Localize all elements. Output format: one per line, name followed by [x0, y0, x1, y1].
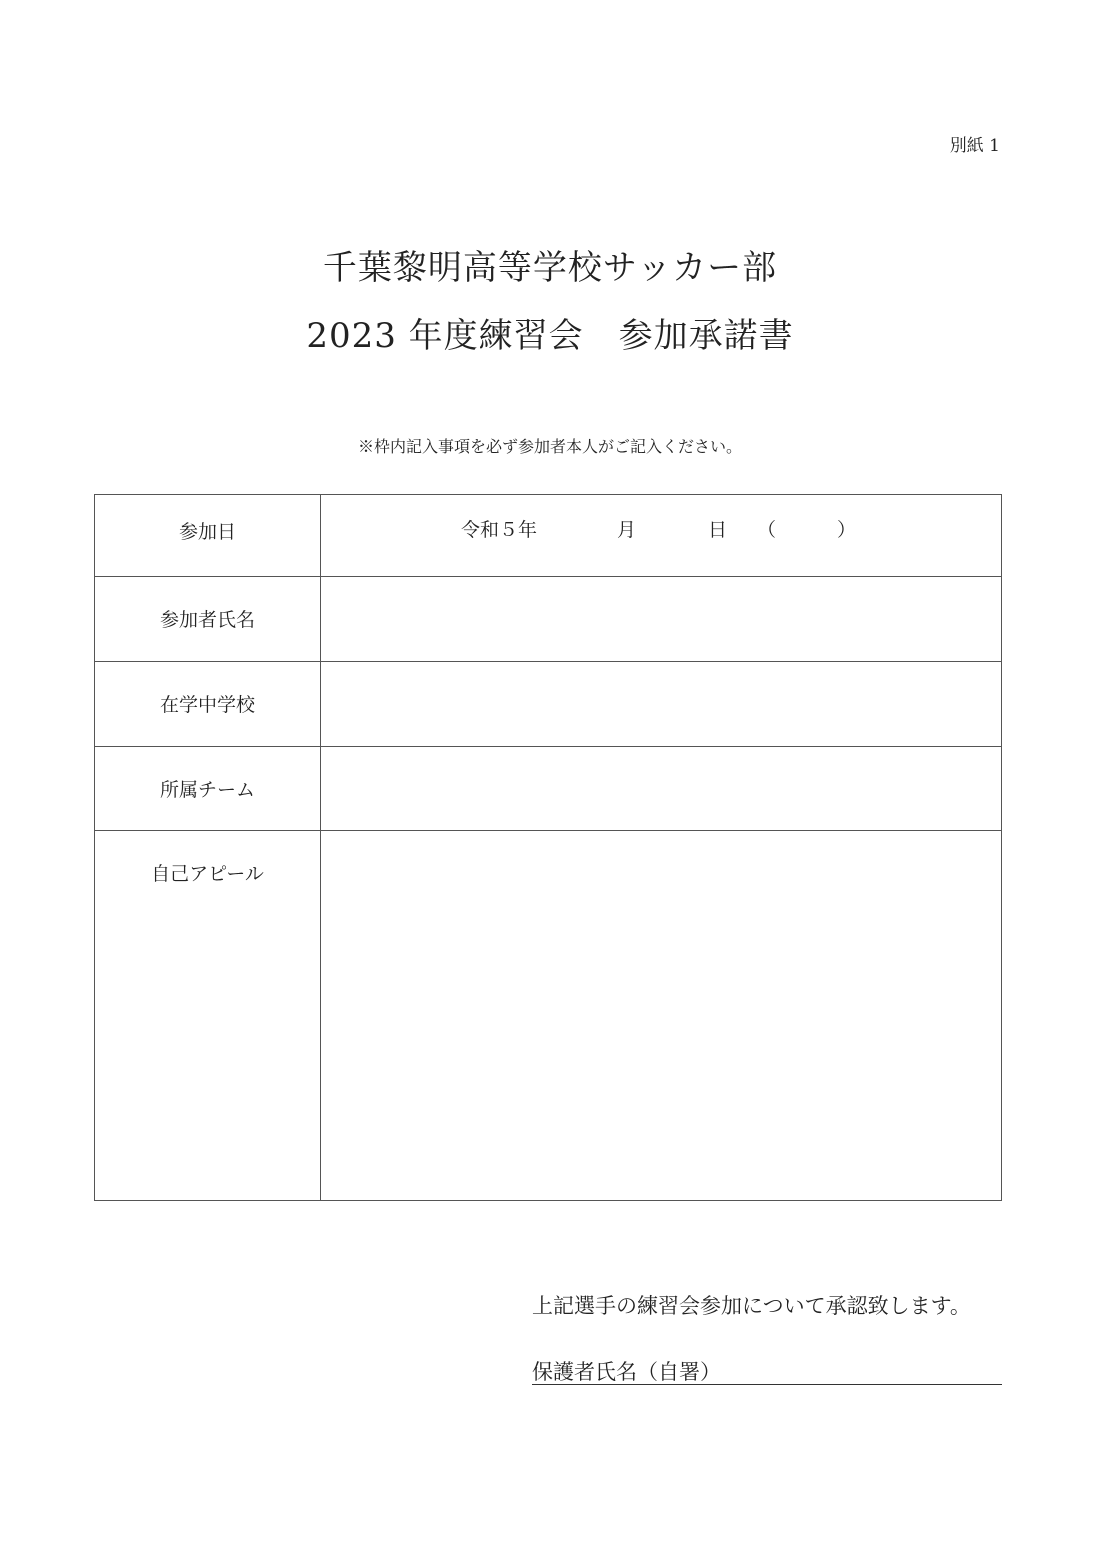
instruction-note: ※枠内記入事項を必ず参加者本人がご記入ください。 [357, 437, 742, 456]
row-participation-date [95, 495, 1001, 577]
participant-name-field[interactable] [321, 577, 1001, 661]
date-era-year: 令和５年 [461, 519, 538, 541]
document-title-line2: 2023 年度練習会 参加承諾書 [306, 316, 794, 356]
label-participation-date: 参加日 [178, 521, 236, 543]
self-appeal-field[interactable] [321, 831, 1001, 1200]
row-current-school [95, 662, 1001, 747]
current-school-field[interactable] [321, 662, 1001, 746]
participation-date-field[interactable] [321, 495, 1001, 576]
label-cell [95, 577, 321, 661]
date-weekday-close-paren: ） [837, 519, 857, 541]
document-title-line1: 千葉黎明高等学校サッカー部 [322, 248, 778, 288]
team-field[interactable] [321, 747, 1001, 830]
date-day-label: 日 [708, 519, 728, 541]
guardian-signature-label: 保護者氏名（自署） [532, 1360, 721, 1384]
date-month-label: 月 [617, 519, 637, 541]
participation-form-table [94, 494, 1002, 1201]
guardian-signature-line[interactable] [532, 1356, 1002, 1385]
row-participant-name [95, 577, 1001, 662]
label-cell [95, 747, 321, 830]
row-team [95, 747, 1001, 831]
label-self-appeal: 自己アピール [151, 863, 264, 885]
row-self-appeal [95, 831, 1001, 1200]
label-current-school: 在学中学校 [159, 694, 255, 716]
label-participant-name: 参加者氏名 [159, 609, 255, 631]
label-cell [95, 495, 321, 576]
label-cell [95, 662, 321, 746]
consent-statement: 上記選手の練習会参加について承認致します。 [532, 1294, 971, 1318]
date-weekday-open-paren: （ [757, 519, 777, 541]
label-team: 所属チーム [159, 779, 255, 801]
label-cell [95, 831, 321, 1200]
attachment-number: 別紙 1 [949, 136, 1000, 156]
